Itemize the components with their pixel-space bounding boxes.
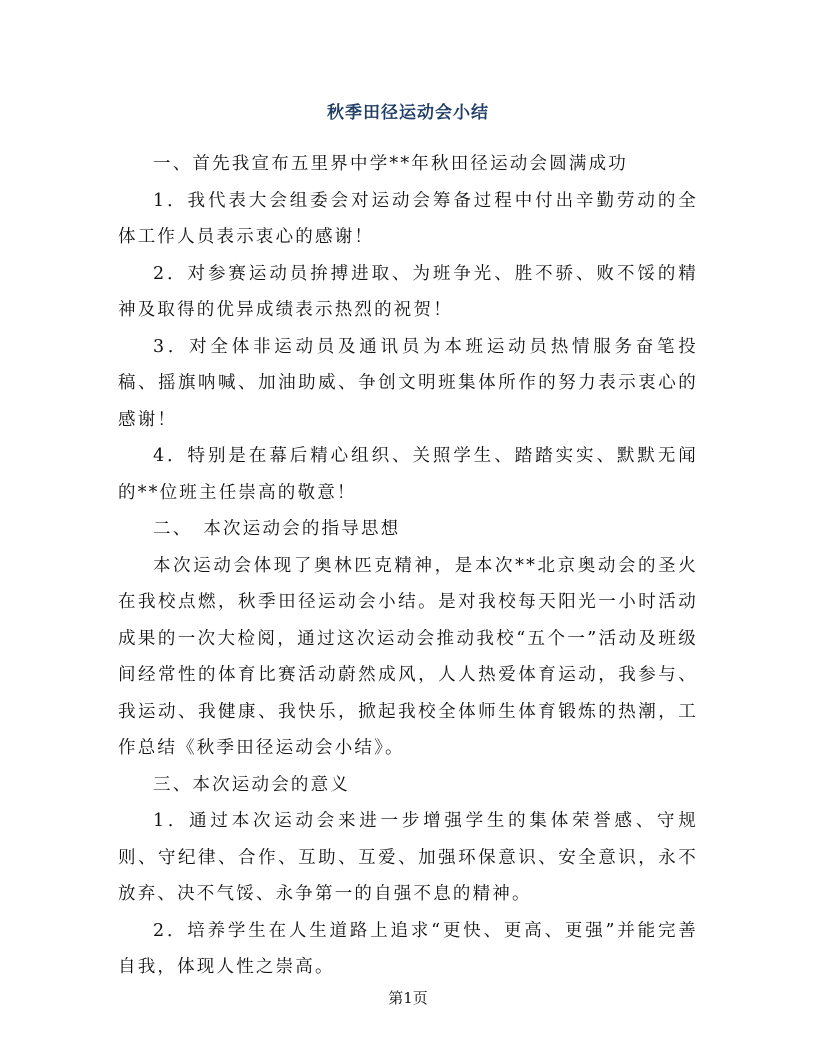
paragraph-significance-2: 2．培养学生在人生道路上追求“更快、更高、更强”并能完善自我，体现人性之崇高。 — [118, 920, 698, 977]
document-body — [118, 146, 698, 986]
heading-section-3: 三、本次运动会的意义 — [153, 774, 350, 795]
page-number: 第1页 — [388, 989, 428, 1007]
paragraph-item-3: 3．对全体非运动员及通讯员为本班运动员热情服务奋笔投稿、摇旗呐喊、加油助威、争创文明班集体所作的努力表示衷心的感谢！ — [118, 336, 698, 430]
heading-section-1: 一、首先我宣布五里界中学**年秋田径运动会圆满成功 — [153, 154, 628, 174]
heading-section-2: 二、 本次运动会的指导思想 — [153, 519, 401, 539]
paragraph-item-1: 1．我代表大会组委会对运动会筹备过程中付出辛勤劳动的全体工作人员表示衷心的感谢！ — [118, 190, 698, 247]
document-title: 秋季田径运动会小结 — [327, 103, 489, 123]
paragraph-item-4: 4．特别是在幕后精心组织、关照学生、踏踏实实、默默无闻的**位班主任崇高的敬意！ — [118, 446, 698, 503]
paragraph-guiding-idea: 本次运动会体现了奥林匹克精神，是本次**北京奥动会的圣火在我校点燃，秋季田径运动会小结。是对我校每天阳光一小时活动成果的一次大检阅，通过这次运动会推动我校“五个一”活动及班级间经常性的体育比赛活动蔚然成风，人人热爱体育运动，我参与、我运动、我健康、我快乐，掀起我校全体师生体育锻炼的热潮，工作总结《秋季田径运动会小结》。 — [118, 555, 698, 758]
paragraph-item-2: 2．对参赛运动员拚搏进取、为班争光、胜不骄、败不馁的精神及取得的优异成绩表示热烈的祝贺！ — [118, 263, 698, 320]
paragraph-significance-1: 1．通过本次运动会来进一步增强学生的集体荣誉感、守规则、守纪律、合作、互助、互爱、加强环保意识、安全意识，永不放弃、决不气馁、永争第一的自强不息的精神。 — [118, 811, 698, 904]
